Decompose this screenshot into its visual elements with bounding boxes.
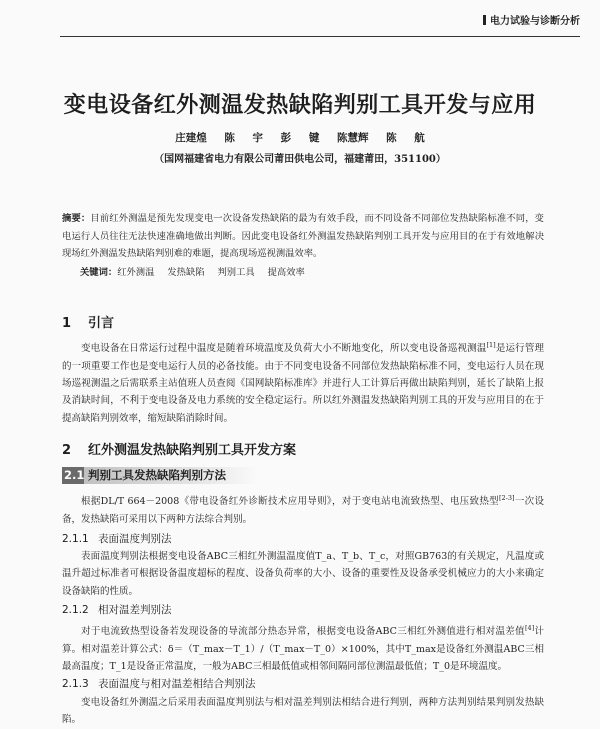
body-text: 一次设备，发热缺陷可采用以下两种方法综合判别。	[62, 496, 544, 525]
section-title: 相对温差判别法	[98, 604, 172, 616]
keywords	[80, 264, 305, 278]
abstract-label: 摘要：	[62, 213, 91, 224]
section-2-1-3-heading	[62, 676, 256, 691]
affiliation: （国网福建省电力有限公司莆田供电公司，福建莆田，351100）	[154, 154, 446, 165]
authors: 庄建煌 陈 宇 彭 键 陈慧辉 陈 航	[175, 132, 425, 144]
keywords-items: 红外测温 发热缺陷 判别工具 提高效率	[117, 267, 305, 278]
section-title: 红外测温发热缺陷判别工具开发方案	[88, 443, 297, 458]
section-2-1-heading	[62, 467, 258, 484]
section-2-1-1-body: 表面温度判别法根据变电设备ABC三相红外测温温度值T_a、T_b、T_c，对照GB763的有关规定，凡温度或温升超过标准者可根据设备温度超标的程度、设备负荷率的大小、设备的重要性及设备承受机械应力的大小来确定设备缺陷的性质。	[62, 551, 544, 597]
section-number: 2.1.3	[62, 678, 89, 690]
section-2-1-3-body: 变电设备红外测温之后采用表面温度判别法与相对温差判别法相结合进行判别，两种方法判别结果判别发热缺陷。	[62, 697, 544, 726]
body-text: 变电设备在日常运行过程中温度是随着环境温度及负荷大小不断地变化，所以变电设备巡视测温	[81, 343, 487, 355]
citation: [1]	[486, 341, 496, 349]
section-2-1-2-body	[62, 620, 544, 675]
section-number: 2.1.1	[62, 533, 89, 545]
keywords-label: 关键词：	[80, 267, 118, 278]
section-title: 表面温度与相对温差相结合判别法	[98, 678, 256, 690]
citation: [4]	[524, 624, 535, 632]
body-text: 是运行管理的一项重要工作也是变电运行人员的必备技能。由于不同变电设备不同部位发热缺陷标准不同，变电运行人员在现场巡视测温之后需联系主站值班人员查阅《国网缺陷标准库》并进行人工计算后再做出缺陷判别，延长了缺陷上报及消缺时间，不利于变电设备及电力系统的安全稳定运行。所以红外测温发热缺陷判别工具的开发与应用目的在于提高缺陷判别效率，缩短缺陷消除时间。	[62, 343, 544, 424]
section-2-1-2-heading	[62, 602, 172, 617]
section-number: 2.1.2	[62, 604, 89, 616]
section-title: 引言	[88, 316, 115, 331]
section-2-1-1-heading	[62, 531, 172, 546]
journal-section-name: 电力试验与诊断分析	[490, 16, 580, 27]
header-rule	[60, 36, 580, 37]
abstract-text: 目前红外测温是预先发现变电一次设备发热缺陷的最为有效手段，而不同设备不同部位发热缺陷标准不同，变电运行人员往往无法快速准确地做出判断。因此变电设备红外测温发热缺陷判别工具开发与应用目的在于有效地解决现场红外测温发热缺陷判别难的难题，提高现场巡视测温效率。	[62, 213, 544, 259]
section-title: 判别工具发热缺陷判别方法	[88, 468, 226, 482]
section-1-heading	[62, 312, 114, 331]
citation: [2-3]	[498, 494, 515, 502]
body-text: 根据DL/T 664－2008《带电设备红外诊断技术应用导则》，对于变电站电流致热型、电压致热型	[81, 496, 499, 508]
paper-title: 变电设备红外测温发热缺陷判别工具开发与应用	[63, 92, 537, 118]
body-text: 计算。相对温差计算公式：δ＝（T_max－T_1）/（T_max－T_0）×100%，其中T_max是设备红外测温ABC三相最高温度；T_1是设备正常温度，一般为ABC三相最低值或相邻间隔同部位测温最低值；T_0是环境温度。	[62, 626, 544, 672]
section-number: 1	[62, 316, 72, 331]
section-2-1-body	[62, 490, 544, 528]
section-1-body	[62, 337, 544, 427]
abstract	[62, 210, 544, 263]
section-number: 2	[62, 443, 72, 458]
header-bar-icon	[483, 15, 486, 25]
section-2-heading	[62, 439, 296, 458]
journal-header	[483, 12, 580, 27]
section-number: 2.1	[64, 468, 85, 482]
body-text: 对于电流致热型设备若发现设备的导流部分热态异常，根据变电设备ABC三相红外测值进行相对温差值	[81, 626, 525, 638]
section-title: 表面温度判别法	[98, 533, 172, 545]
